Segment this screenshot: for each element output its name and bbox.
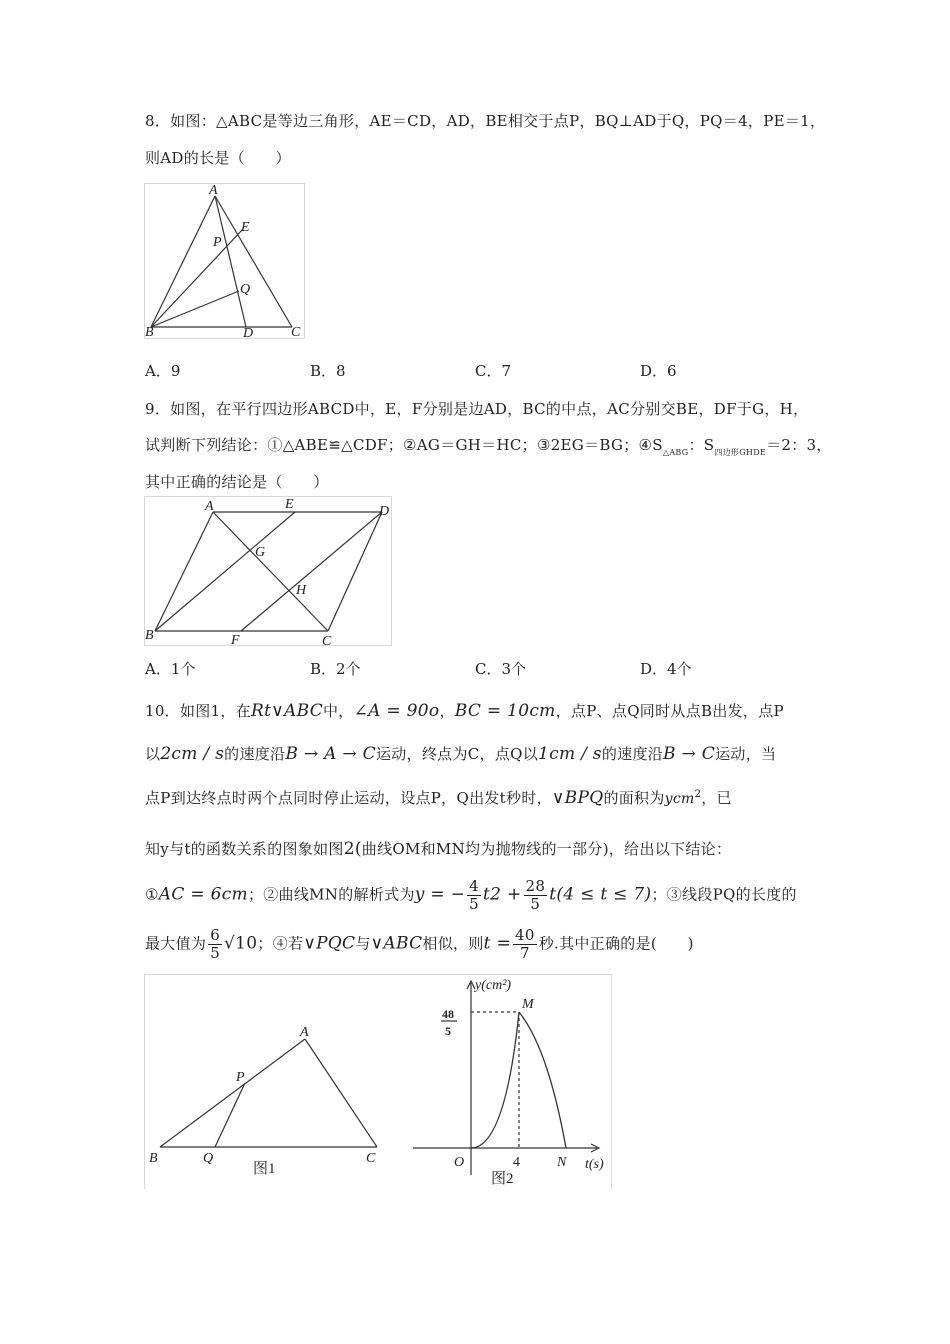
q8-label-c: C — [291, 325, 301, 338]
q10-l1-text-c: ， — [439, 702, 455, 720]
q10-triangle-abc: ∨ABC — [370, 933, 423, 954]
q10-fraction-28-5-den: 5 — [530, 895, 541, 913]
q10-l2-text-a: 以 — [145, 745, 161, 763]
q10-fraction-4-5 — [467, 878, 481, 913]
q8-label-q: Q — [240, 282, 251, 297]
q10-line3 — [145, 787, 732, 808]
q10-area-unit: ycm — [664, 791, 695, 807]
q10-fig1-caption: 图1 — [253, 1161, 276, 1177]
q10-fraction-28-5-num: 28 — [525, 877, 546, 895]
q8-option-a: A．9 — [145, 362, 181, 380]
q10-l1-text-d: ，点P、点Q同时从点B出发，点P — [555, 702, 784, 720]
q10-ac-length: AC = 6cm — [158, 884, 248, 905]
q8-label-p: P — [213, 235, 222, 250]
q9-label-c: C — [322, 634, 332, 645]
q9-label-g: G — [255, 545, 266, 560]
q10-l1-text-b: 中， — [323, 702, 354, 720]
q10-fig2-ref: 2( — [343, 839, 362, 859]
q8-figure — [144, 183, 305, 339]
q9-area-sub1: △ABG — [662, 448, 689, 457]
q8-option-c: C．7 — [475, 362, 512, 380]
q10-fraction-40-7 — [513, 927, 537, 962]
q10-l4-text-a: 知y与t的函数关系的图象如图 — [145, 840, 344, 858]
q10-l5-text-c: ；③线段PQ的长度的 — [651, 885, 797, 904]
q10-fraction-4-5-den: 5 — [469, 895, 479, 913]
q10-l2-text-c: 运动，终点为C，点Q以 — [375, 745, 539, 763]
q9-line3: 其中正确的结论是（ ） — [145, 473, 329, 491]
q10-l3-text-a: 点P到达终点时两个点同时停止运动，设点P，Q出发t秒时， — [145, 789, 552, 807]
q10-sqrt10: √10 — [224, 933, 258, 954]
q9-line1: 9．如图，在平行四边形ABCD中，E，F分别是边AD，BC的中点，AC分别交BE，DF于G，H， — [145, 400, 809, 418]
q10-fig2-y-den: 5 — [445, 1024, 451, 1038]
q10-formula-domain: t(4 ≤ t ≤ 7) — [549, 884, 652, 905]
q9-label-d: D — [379, 504, 390, 519]
q9-label-f: F — [231, 633, 240, 645]
q10-l2-text-e: 运动，当 — [715, 745, 777, 763]
q10-area-unit-sup: 2 — [694, 789, 702, 800]
q10-figures-svg — [145, 975, 611, 1189]
q10-fig2-y-num: 48 — [442, 1007, 454, 1021]
q10-fig2-label-o: O — [454, 1155, 465, 1170]
q10-l3-text-b: 的面积为 — [603, 789, 665, 807]
q10-l2-text-d: 的速度沿 — [601, 745, 664, 763]
q10-fraction-4-5-num: 4 — [469, 877, 479, 895]
q10-fraction-40-7-den: 7 — [519, 944, 530, 962]
q10-l2-text-b: 的速度沿 — [224, 745, 286, 763]
q10-fig2-curve-mn — [519, 1012, 566, 1148]
q9-line2-text-a: 试判断下列结论：①△ABE≌△CDF；②AG＝GH＝HC；③2EG＝BG；④S — [145, 436, 663, 454]
q9-figure — [144, 496, 392, 646]
q10-line4 — [145, 838, 731, 859]
q10-fraction-40-7-num: 40 — [515, 926, 535, 944]
q10-p-path: B → A → C — [285, 744, 376, 764]
q10-line6 — [145, 927, 694, 962]
q10-formula-mid: t2 + — [483, 884, 522, 905]
q10-q-path: B → C — [663, 744, 716, 764]
q10-l6-text-d: 相似，则 — [422, 934, 484, 953]
q10-line2 — [145, 743, 776, 764]
q8-label-b: B — [145, 325, 154, 338]
q8-label-d: D — [243, 326, 254, 338]
q10-bc-length: BC = 10cm — [454, 701, 556, 721]
q9-area-sub2: 四边形GHDE — [714, 448, 767, 457]
q10-l3-text-c: ，已 — [701, 789, 732, 807]
q10-fig2-caption: 图2 — [491, 1171, 514, 1187]
q10-fraction-6-5-den: 5 — [210, 944, 221, 962]
q10-figure — [144, 974, 612, 1189]
q10-angle-a: ∠A = 90o — [353, 701, 440, 721]
q8-label-a: A — [209, 184, 218, 198]
q9-label-a: A — [205, 499, 214, 514]
q9-label-h: H — [296, 583, 307, 598]
q10-fig1-label-q: Q — [203, 1151, 214, 1166]
q10-line1 — [145, 700, 784, 721]
q10-fig2-label-n: N — [557, 1155, 567, 1170]
q9-option-a: A．1个 — [145, 660, 196, 678]
q9-line2-text-b: ：S — [688, 436, 715, 454]
q10-fraction-6-5-num: 6 — [210, 926, 221, 944]
q10-fig2-label-m: M — [522, 997, 534, 1012]
q8-label-e: E — [241, 220, 250, 235]
q10-p-speed: 2cm / s — [160, 744, 225, 764]
q9-label-e: E — [285, 497, 294, 512]
q10-l1-text-a: 10．如图1，在 — [145, 702, 252, 720]
q10-fraction-28-5 — [524, 878, 548, 913]
q8-triangle-diagram — [145, 184, 304, 338]
q9-option-d: D．4个 — [640, 660, 692, 678]
q10-t-equals: t = — [483, 933, 512, 954]
q10-fig2-curve-om — [471, 1012, 519, 1148]
q10-fig2-ylabel: y(cm²) — [475, 978, 512, 993]
q10-rt-triangle: Rt∨ABC — [251, 701, 323, 721]
q9-line2-text-c: ＝2：3， — [766, 436, 832, 454]
q10-triangle-pqc: ∨PQC — [303, 933, 356, 954]
q10-fraction-6-5 — [208, 927, 222, 962]
q8-line1: 8．如图：△ABC是等边三角形，AE＝CD，AD，BE相交于点P，BQ⊥AD于Q，PQ＝4，PE＝1， — [145, 112, 826, 130]
q9-option-b: B．2个 — [310, 660, 361, 678]
q10-fig1-label-p: P — [236, 1070, 245, 1085]
q8-option-d: D．6 — [640, 362, 677, 380]
q10-q-speed: 1cm / s — [538, 744, 602, 764]
q10-formula-start: y = − — [414, 884, 466, 905]
q9-option-c: C．3个 — [475, 660, 527, 678]
q10-fig2-xlabel: t(s) — [585, 1157, 604, 1172]
q10-fig1-label-a: A — [300, 1025, 309, 1040]
q10-l6-text-b: ；④若 — [257, 934, 304, 953]
q10-l5-text-b: ；②曲线MN的解析式为 — [247, 885, 415, 904]
q9-line2 — [145, 434, 832, 458]
q10-l4-text-b: 曲线OM和MN均为抛物线的一部分)，给出以下结论： — [361, 840, 732, 858]
q10-l5-text-a: ① — [145, 885, 159, 904]
q9-parallelogram-diagram — [145, 497, 391, 645]
q10-triangle-bpq: ∨BPQ — [551, 788, 604, 808]
q10-fig1-label-b: B — [149, 1151, 158, 1166]
q10-l6-text-a: 最大值为 — [145, 934, 207, 953]
q9-label-b: B — [145, 628, 154, 643]
q8-line2: 则AD的长是（ ） — [145, 149, 291, 167]
q8-option-b: B．8 — [310, 362, 346, 380]
q10-line5 — [145, 878, 797, 913]
q10-l6-text-e: 秒.其中正确的是( ) — [538, 934, 694, 953]
q10-fig2-axes — [413, 981, 599, 1175]
q10-fig1-label-c: C — [366, 1151, 376, 1166]
q10-fig1-triangle — [160, 1039, 377, 1147]
q10-l6-text-c: 与 — [355, 934, 371, 953]
q10-fig2-tick-4: 4 — [513, 1155, 520, 1170]
